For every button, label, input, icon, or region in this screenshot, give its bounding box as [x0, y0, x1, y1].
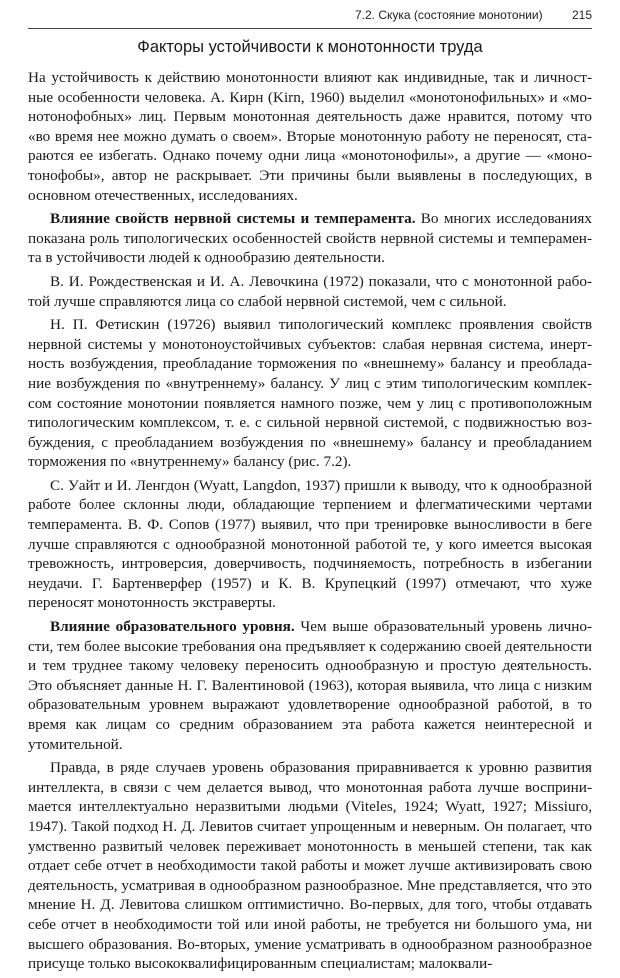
paragraph-text: Чем выше образовательный уровень личности, тем более высокие требования она предъявляет к содержанию своей деятельности и тем труднее такому человеку переносить однообразную и простую деятельность. Это объясняет данные Н. Г. Валентиновой (1963), которая выявила, что лица с низким образовательным уровнем выражают удовлетворение однообразной работой, в то время как лицам со средним образованием эта работа кажется неинтересной и утомительной.: [28, 618, 592, 753]
paragraph-text: Правда, в ряде случаев уровень образования приравнивается к уровню развития интеллекта, в связи с чем делается вывод, что монотонная работа лучше воспринимается интеллектуально неразвитыми людьми (Viteles, 1924; Wyatt, 1927; Missiuro, 1947). Такой подход Н. Д. Левитов считает упрощенным и неверным. Он полагает, что умственно развитый человек переживает монотонность в меньшей степени, так как отдает себе отчет в необходимости такой работы и может лучше активизировать свою деятельность, усматривая в однообразном разнообразное. Мне представляется, что это мнение Н. Д. Левитова слишком оптимистично. Во-первых, для того, чтобы отдавать себе отчет в необходимости той или иной работы, не требуется ни большого ума, ни высшего образования. Во-вторых, умение усматривать в однообразном разнообразное присуще только высококвалифицированным специалистам; малоквали-: [28, 759, 592, 973]
inline-heading: Влияние образовательного уровня.: [50, 618, 295, 636]
section-heading: Факторы устойчивости к монотонности труда: [137, 38, 483, 56]
paragraph: [28, 476, 592, 613]
running-head: [355, 8, 592, 22]
page-number: 215: [571, 8, 592, 22]
paragraph: [28, 758, 592, 974]
paragraph: [28, 617, 592, 754]
paragraph: [28, 68, 592, 205]
inline-heading: Влияние свойств нервной системы и темперамента.: [50, 210, 416, 228]
paragraph-text: Н. П. Фетискин (19726) выявил типологический комплекс проявления свойств нервной системы у монотоноустойчивых субъектов: слабая нервная система, инертность возбуждения, преобладание торможения по «внешнему» балансу и преобладание возбуждения по «внутреннему» балансу. У лиц с этим типологическим комплексом состояние монотонии появляется намного позже, чем у лиц с противоположным типологическим комплексом, т. е. с сильной нервной системой, с подвижностью возбуждения, с преобладанием возбуждения по «внешнему» балансу и преобладанием торможения по «внутреннему» балансу (рис. 7.2).: [28, 316, 592, 471]
paragraph-text: На устойчивость к действию монотонности влияют как индивидные, так и личностные особенности человека. А. Кирн (Kirn, 1960) выделил «монотонофильных» и «монотонофобных» лиц. Первым монотонная деятельность даже нравится, потому что «во время нее можно думать о своем». Вторые монотонную работу не переносят, стараются ее избегать. Однако почему одни лица «монотонофилы», а другие — «монотонофобы», автор не раскрывает. Эти причины были выявлены в последующих, в основном отечественных, исследованиях.: [28, 69, 592, 204]
paragraph-text: С. Уайт и И. Ленгдон (Wyatt, Langdon, 1937) пришли к выводу, что к однообразной работе более склонны люди, обладающие терпением и флегматическими чертами темперамента. В. Ф. Сопов (1977) выявил, что при тренировке выносливости в беге лучше справляются с однообразной монотонной работой те, у кого имеется высокая тревожность, интроверсия, доверчивость, подчиняемость, потребность в избегании неудачи. Г. Бартенверфер (1957) и К. В. Крупецкий (1997) отмечают, что хуже переносят монотонность экстраверты.: [28, 476, 592, 612]
body-text: [28, 68, 592, 978]
paragraph: [28, 272, 592, 311]
paragraph: [28, 209, 592, 268]
section-title: 7.2. Скука (состояние монотонии): [355, 8, 543, 22]
paragraph-text: В. И. Рождественская и И. А. Левочкина (1972) показали, что с монотонной работой лучше справляются лица со слабой нервной системой, чем с сильной.: [28, 272, 592, 310]
header-rule: [28, 28, 592, 29]
paragraph: [28, 315, 592, 472]
paragraph-text: Во многих исследованиях показана роль типологических особенностей свойств нервной системы и темперамента в устойчивости людей к однообразию деятельности.: [28, 210, 592, 267]
